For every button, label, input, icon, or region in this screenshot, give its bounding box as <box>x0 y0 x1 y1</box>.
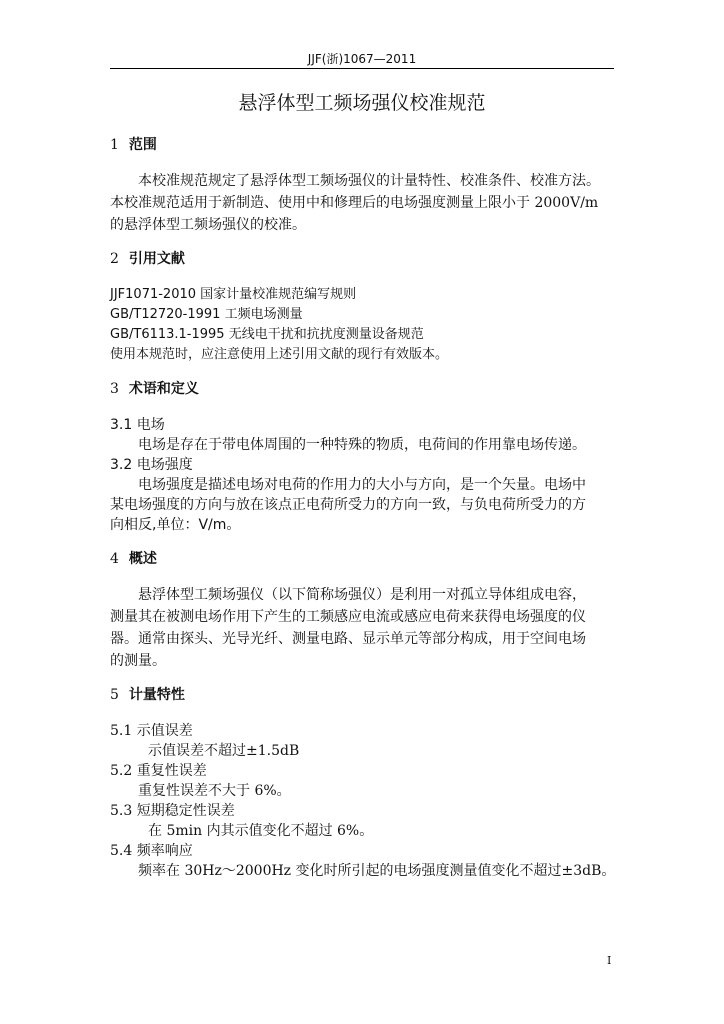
document-code: JJF(浙)1067—2011 <box>307 52 417 66</box>
section-title: 范围 <box>128 137 157 153</box>
section-title: 计量特性 <box>128 687 185 703</box>
paragraph-line: 向相反,单位：V/m。 <box>110 517 241 533</box>
reference-line: GB/T12720-1991 工频电场测量 <box>110 307 303 322</box>
section-heading-scope <box>110 134 618 156</box>
paragraph-line: 测量其在被测电场作用下产生的工频感应电流或感应电荷来获得电场强度的仪 <box>110 609 586 625</box>
section-heading-overview <box>110 548 618 570</box>
section-number: 5 <box>110 687 119 703</box>
paragraph-line: 频率在 30Hz～2000Hz 变化时所引起的电场强度测量值变化不超过±3dB。 <box>138 863 616 879</box>
header-rule <box>110 68 614 69</box>
paragraph-line: 器。通常由探头、光导光纤、测量电路、显示单元等部分构成，用于空间电场 <box>110 631 586 647</box>
section-number: 1 <box>110 137 119 153</box>
paragraph-line: 本校准规范规定了悬浮体型工频场强仪的计量特性、校准条件、校准方法。 <box>138 173 600 189</box>
subsection-heading: 5.3 短期稳定性误差 <box>110 803 235 819</box>
section-title: 引用文献 <box>128 251 185 267</box>
paragraph-line: 电场是存在于带电体周围的一种特殊的物质，电荷间的作用靠电场传递。 <box>138 437 586 453</box>
paragraph-line: 示值误差不超过±1.5dB <box>148 743 300 759</box>
section-number: 4 <box>110 551 119 567</box>
section-heading-references <box>110 248 618 270</box>
reference-line: JJF1071-2010 国家计量校准规范编写规则 <box>110 287 357 302</box>
paragraph-line: 的悬浮体型工频场强仪的校准。 <box>110 217 306 233</box>
paragraph-line: 本校准规范适用于新制造、使用中和修理后的电场强度测量上限小于 2000V/m <box>110 195 599 211</box>
subsection-heading: 5.1 示值误差 <box>110 723 193 739</box>
paragraph-line: 悬浮体型工频场强仪（以下简称场强仪）是利用一对孤立导体组成电容， <box>138 587 586 603</box>
reference-line: 使用本规范时，应注意使用上述引用文献的现行有效版本。 <box>110 347 449 362</box>
section-number: 2 <box>110 251 119 267</box>
reference-line: GB/T6113.1-1995 无线电干扰和抗扰度测量设备规范 <box>110 327 424 342</box>
section-heading-metrology <box>110 684 618 706</box>
subsection-heading: 5.4 频率响应 <box>110 843 193 859</box>
subsection-heading: 3.1 电场 <box>110 417 165 433</box>
paragraph-line: 重复性误差不大于 6%。 <box>138 783 291 799</box>
section-number: 3 <box>110 381 119 397</box>
paragraph-line: 电场强度是描述电场对电荷的作用力的大小与方向，是一个矢量。电场中 <box>138 477 586 493</box>
subsection-heading: 3.2 电场强度 <box>110 457 193 473</box>
section-title: 术语和定义 <box>128 381 199 397</box>
section-heading-terms <box>110 378 618 400</box>
page-number: I <box>607 954 612 967</box>
section-title: 概述 <box>128 551 157 567</box>
subsection-heading: 5.2 重复性误差 <box>110 763 207 779</box>
paragraph-line: 的测量。 <box>110 653 166 669</box>
paragraph-line: 某电场强度的方向与放在该点正电荷所受力的方向一致，与负电荷所受力的方 <box>110 497 586 513</box>
document-title: 悬浮体型工频场强仪校准规范 <box>238 92 486 114</box>
paragraph-line: 在 5min 内其示值变化不超过 6%。 <box>148 823 374 839</box>
